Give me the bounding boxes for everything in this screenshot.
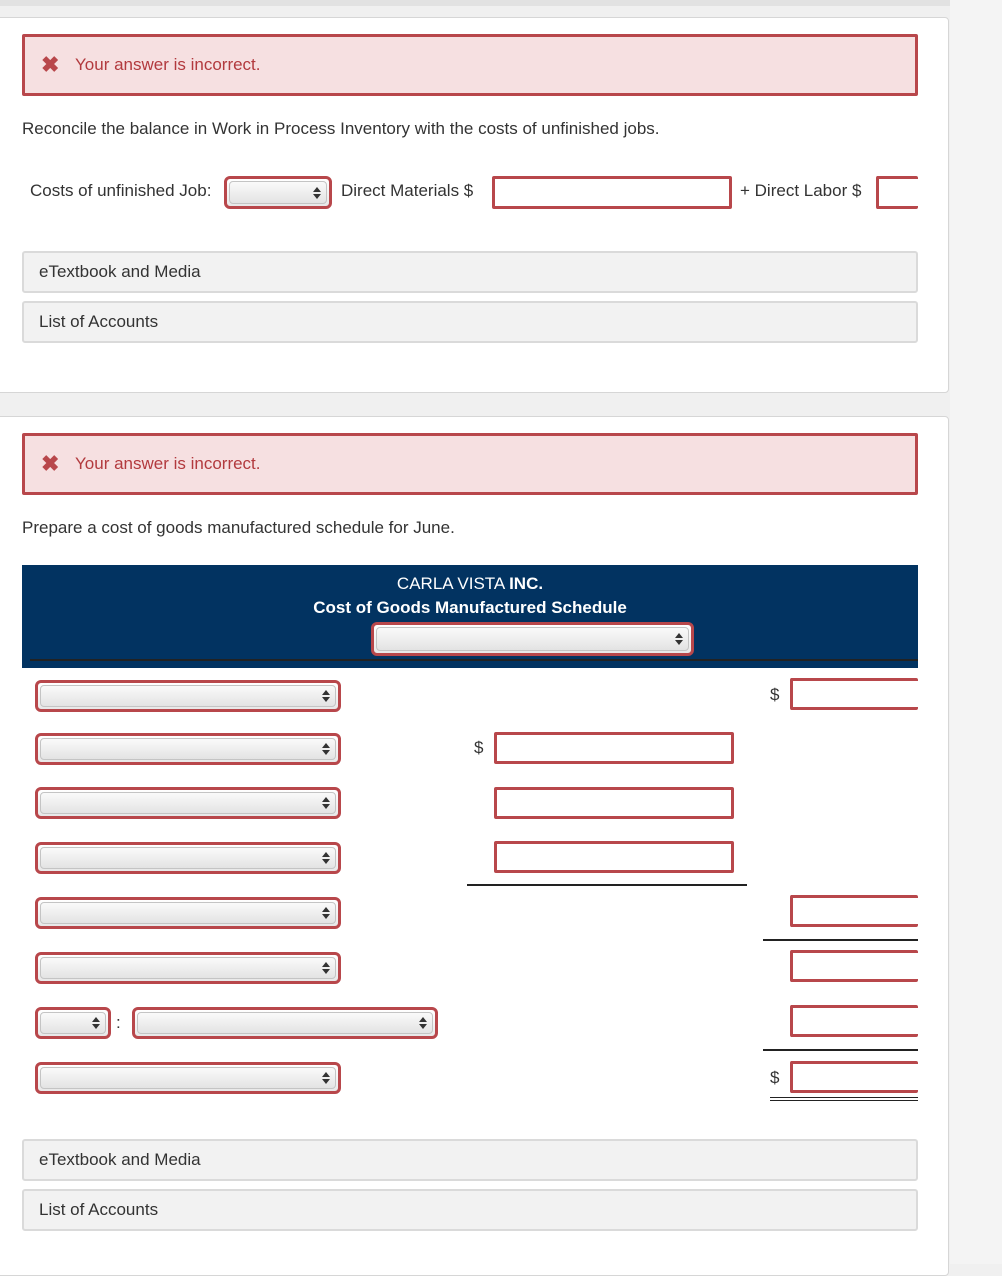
company-name: CARLA VISTA INC. <box>396 574 544 593</box>
subtotal-rule <box>467 884 747 886</box>
close-x-icon: ✖ <box>41 52 60 77</box>
schedule-title: Cost of Goods Manufactured Schedule <box>313 598 627 617</box>
double-rule-bottom <box>770 1100 918 1101</box>
colon-separator: : <box>116 1013 121 1032</box>
account-select-8[interactable] <box>35 1062 341 1094</box>
dollar-sign: $ <box>474 738 484 757</box>
dollar-sign: $ <box>770 685 780 704</box>
select-arrows-icon <box>322 852 330 864</box>
double-rule-top <box>770 1097 918 1098</box>
select-arrows-icon <box>322 962 330 974</box>
amount-input-right-1[interactable] <box>790 678 918 710</box>
alert-message: Your answer is incorrect. <box>75 55 261 74</box>
select-arrows-icon <box>313 187 321 199</box>
direct-labor-input[interactable] <box>876 176 918 209</box>
incorrect-alert-1 <box>22 34 918 96</box>
select-arrows-icon <box>322 797 330 809</box>
etextbook-media-button[interactable]: eTextbook and Media <box>22 251 918 293</box>
alert-message: Your answer is incorrect. <box>75 454 261 473</box>
amount-input-right-4[interactable] <box>790 1005 918 1037</box>
close-x-icon: ✖ <box>41 451 60 476</box>
dollar-sign: $ <box>770 1068 780 1087</box>
period-select[interactable] <box>371 622 694 656</box>
direct-materials-label: Direct Materials $ <box>341 181 474 200</box>
job-select[interactable] <box>224 176 332 209</box>
amount-input-right-2[interactable] <box>790 895 918 927</box>
job-label: Costs of unfinished Job: <box>30 181 212 200</box>
select-arrows-icon <box>675 633 683 645</box>
amount-input-right-5[interactable] <box>790 1061 918 1093</box>
account-prefix-select[interactable] <box>35 1007 111 1039</box>
account-select-7[interactable] <box>132 1007 438 1039</box>
total-rule-1 <box>763 939 918 941</box>
amount-input-mid-2[interactable] <box>494 787 734 819</box>
select-arrows-icon <box>92 1017 100 1029</box>
select-arrows-icon <box>322 1072 330 1084</box>
incorrect-alert-2 <box>22 433 918 495</box>
list-of-accounts-button[interactable]: List of Accounts <box>22 1189 918 1231</box>
direct-labor-label: + Direct Labor $ <box>740 181 862 200</box>
amount-input-mid-1[interactable] <box>494 732 734 764</box>
select-arrows-icon <box>419 1017 427 1029</box>
account-select-5[interactable] <box>35 897 341 929</box>
account-select-6[interactable] <box>35 952 341 984</box>
header-rule <box>30 659 918 661</box>
direct-materials-input[interactable] <box>492 176 732 209</box>
top-bar <box>0 0 950 6</box>
right-margin <box>950 0 1002 1264</box>
account-select-2[interactable] <box>35 733 341 765</box>
list-of-accounts-button[interactable]: List of Accounts <box>22 301 918 343</box>
account-select-3[interactable] <box>35 787 341 819</box>
select-arrows-icon <box>322 907 330 919</box>
total-rule-2 <box>763 1049 918 1051</box>
amount-input-mid-3[interactable] <box>494 841 734 873</box>
amount-input-right-3[interactable] <box>790 950 918 982</box>
account-select-1[interactable] <box>35 680 341 712</box>
instruction-text: Prepare a cost of goods manufactured schedule for June. <box>22 518 455 537</box>
select-arrows-icon <box>322 690 330 702</box>
instruction-text: Reconcile the balance in Work in Process Inventory with the costs of unfinished jobs. <box>22 119 660 138</box>
account-select-4[interactable] <box>35 842 341 874</box>
select-arrows-icon <box>322 743 330 755</box>
etextbook-media-button[interactable]: eTextbook and Media <box>22 1139 918 1181</box>
